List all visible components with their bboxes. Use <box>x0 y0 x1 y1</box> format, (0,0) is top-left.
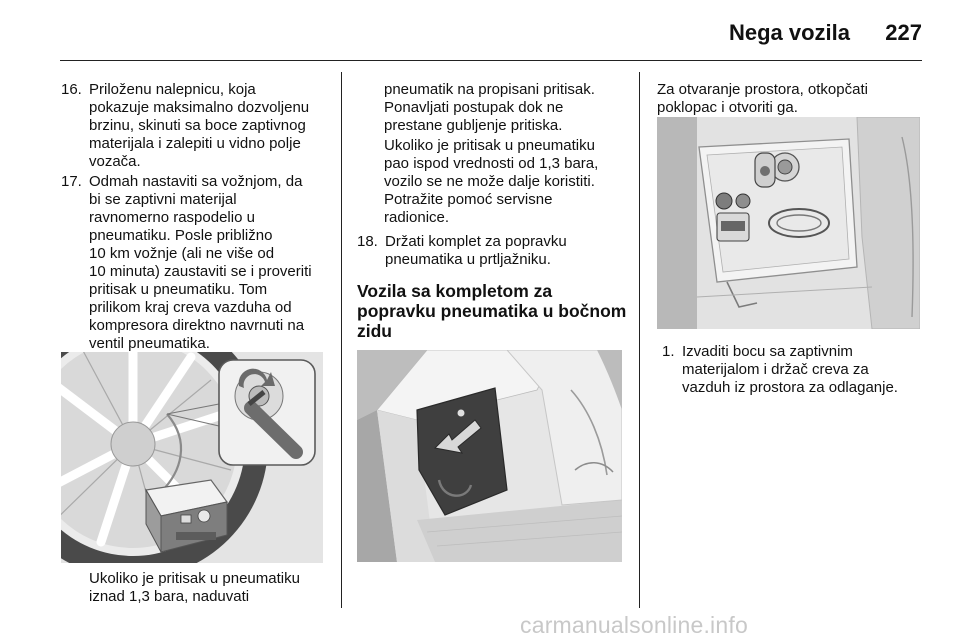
text-line: 10 minuta) zaustaviti se i proveriti <box>89 263 312 280</box>
text-line: ravnomerno raspodelio u <box>89 209 255 226</box>
compressor-valve-illustration <box>61 352 323 563</box>
pressure-note-paragraph <box>89 570 339 610</box>
step-number: 1. <box>662 343 675 360</box>
text-line: pritisak u pneumatiku. Tom <box>89 281 268 298</box>
text-line: Za otvaranje prostora, otkopčati <box>657 81 868 98</box>
text-line: pao ispod vrednosti od 1,3 bara, <box>384 155 599 172</box>
text-line: pneumatik na propisani pritisak. <box>384 81 595 98</box>
step-text <box>385 233 567 269</box>
intro-paragraph <box>657 81 922 119</box>
low-pressure-paragraph <box>384 137 634 229</box>
text-line: Izvaditi bocu sa zaptivnim <box>682 343 853 360</box>
page-header-title: Nega vozila <box>728 20 850 45</box>
text-line: Ponavljati postupak dok ne <box>384 99 564 116</box>
text-line: radionice. <box>384 209 450 226</box>
text-line: ventil pneumatika. <box>89 335 210 352</box>
column-divider-2 <box>639 72 640 608</box>
step-text <box>89 173 312 353</box>
step-1 <box>662 343 920 399</box>
text-line: kompresora direktno navrnuti na <box>89 317 305 334</box>
text-line: Priloženu nalepnicu, koja <box>89 81 256 98</box>
step-number: 16. <box>61 81 82 98</box>
text-line: prestane gubljenje pritiska. <box>384 117 563 134</box>
trunk-sidewall-cover-illustration <box>357 350 622 562</box>
text-line: bi se zaptivni materijal <box>89 191 237 208</box>
text-line: poklopac i otvoriti ga. <box>657 99 798 116</box>
text-line: Ukoliko je pritisak u pneumatiku <box>89 570 300 587</box>
text-line: prilikom kraj creva vazduha od <box>89 299 292 316</box>
step-number: 17. <box>61 173 82 190</box>
text-line: pokazuje maksimalno dozvoljenu <box>89 99 310 116</box>
storage-compartment-illustration <box>657 117 920 329</box>
column-divider-1 <box>341 72 342 608</box>
text-line: 10 km vožnje (ali ne više od <box>89 245 275 262</box>
section-heading <box>357 281 635 343</box>
page-number: 227 <box>885 20 922 45</box>
step-17 <box>61 173 336 358</box>
text-line: pneumatiku. Posle približno <box>89 227 273 244</box>
step-text <box>89 81 309 171</box>
text-line: vozilo se ne može dalje koristiti. <box>384 173 595 190</box>
text-line: materijalom i držač creva za <box>682 361 869 378</box>
step-text <box>682 343 898 397</box>
text-line: iznad 1,3 bara, naduvati <box>89 588 250 605</box>
heading-line: popravku pneumatika u bočnom <box>357 301 627 321</box>
text-line: Držati komplet za popravku <box>385 233 567 250</box>
text-line: vozača. <box>89 153 141 170</box>
text-line: Ukoliko je pritisak u pneumatiku <box>384 137 595 154</box>
step-number: 18. <box>357 233 378 250</box>
text-line: pneumatika u prtljažniku. <box>385 251 551 268</box>
text-line: brzinu, skinuti sa boce zaptivnog <box>89 117 306 134</box>
header-divider <box>60 60 922 61</box>
step-18 <box>357 233 635 271</box>
text-line: Potražite pomoć servisne <box>384 191 553 208</box>
text-line: materijala i zalepiti u vidno polje <box>89 135 301 152</box>
heading-line: zidu <box>357 321 392 341</box>
heading-line: Vozila sa kompletom za <box>357 281 553 301</box>
continued-paragraph <box>384 81 634 137</box>
text-line: vazduh iz prostora za odlaganje. <box>682 379 898 396</box>
site-watermark: carmanualsonline.info <box>520 612 748 638</box>
text-line: Odmah nastaviti sa vožnjom, da <box>89 173 303 190</box>
step-16 <box>61 81 336 176</box>
